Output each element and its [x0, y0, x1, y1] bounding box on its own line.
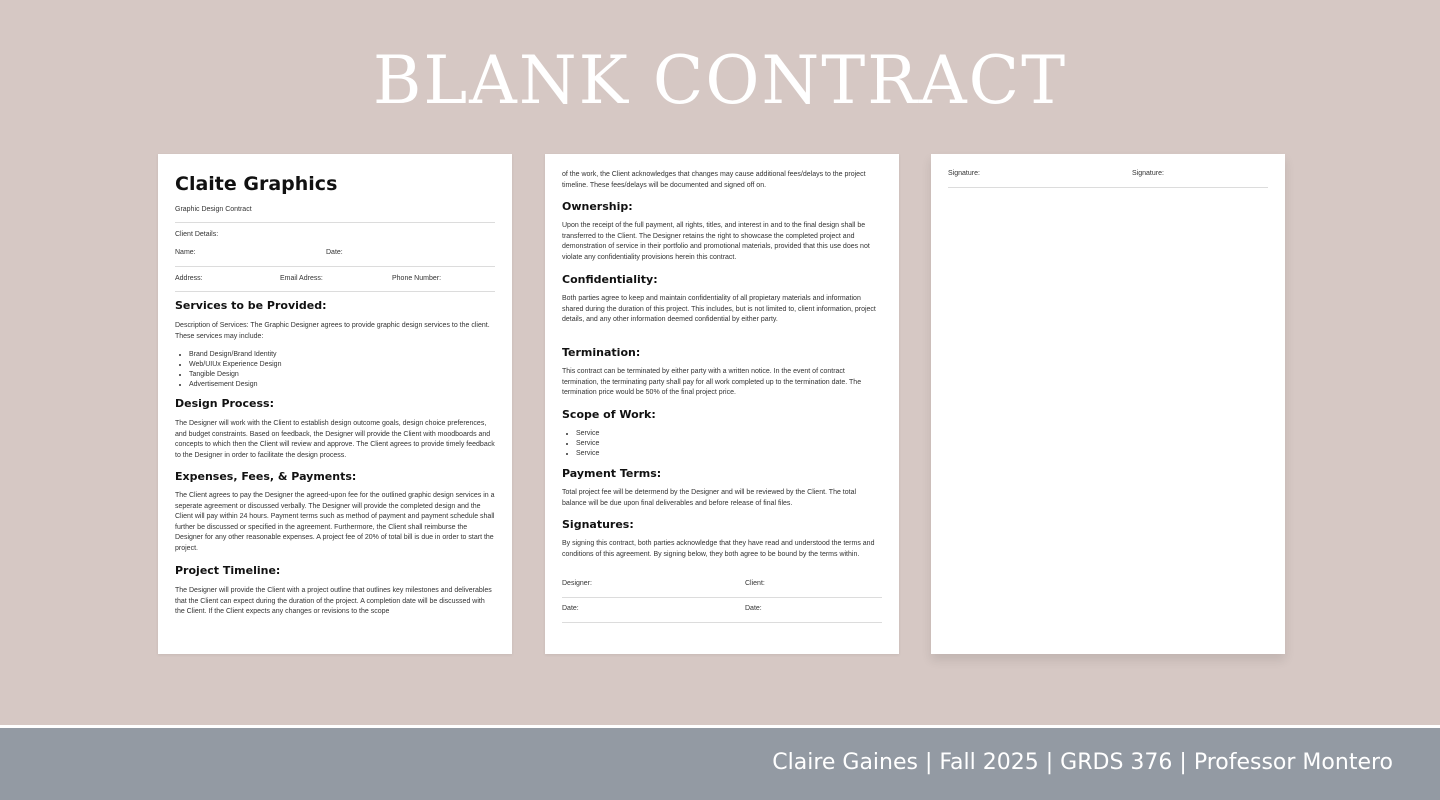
list-item: • Advertisement Design — [189, 380, 281, 390]
list-item: • Service — [576, 429, 599, 439]
contract-page-1 — [158, 154, 512, 654]
section-paragraph: This contract can be terminated by either party with a written notice. In the event of contract termination, the terminating party shall pay for all work completed up to the termination date. The termination price would be 50% of the final project price. — [562, 368, 862, 397]
date-field-label: Date: — [745, 605, 762, 612]
company-name: Claite Graphics — [175, 173, 338, 195]
services-list — [175, 350, 281, 390]
address-field-label: Address: — [175, 275, 203, 282]
client-details-label: Client Details: — [175, 231, 219, 238]
section-heading: Design Process: — [175, 397, 274, 410]
divider — [948, 187, 1268, 188]
section-paragraph: Both parties agree to keep and maintain confidentiality of all propietary materials and information shared during the duration of this project. This includes, but is not limited to, client information, project details, and any other information deemed confidential by either party. — [562, 295, 876, 324]
section-heading: Scope of Work: — [562, 408, 656, 421]
divider — [562, 622, 882, 623]
list-item: • Service — [576, 449, 599, 459]
divider — [175, 266, 495, 267]
signature-field-label: Signature: — [948, 170, 980, 177]
section-heading: Payment Terms: — [562, 467, 662, 480]
section-paragraph: of the work, the Client acknowledges that changes may cause additional fees/delays to the project timeline. These fees/delays will be documented and signed off on. — [562, 171, 866, 189]
designer-field-label: Designer: — [562, 580, 592, 587]
footer-bar — [0, 728, 1440, 800]
contract-page-3 — [931, 154, 1285, 654]
scope-list — [562, 429, 599, 459]
section-heading: Termination: — [562, 346, 641, 359]
author-name: Claire Gaines — [772, 750, 918, 775]
client-field-label: Client: — [745, 580, 765, 587]
email-field-label: Email Adress: — [280, 275, 323, 282]
name-field-label: Name: — [175, 249, 196, 256]
course-code: GRDS 376 — [1060, 750, 1173, 775]
list-item: • Tangible Design — [189, 370, 281, 380]
list-item: • Brand Design/Brand Identity — [189, 350, 281, 360]
contract-subtitle: Graphic Design Contract — [175, 206, 252, 213]
section-paragraph: By signing this contract, both parties acknowledge that they have read and understood the terms and conditions of this agreement. By signing below, they both agree to be bound by the terms within. — [562, 540, 875, 558]
term: Fall 2025 — [939, 750, 1039, 775]
signature-field-label: Signature: — [1132, 170, 1164, 177]
section-paragraph: Description of Services: The Graphic Designer agrees to provide graphic design services to the client. These services may include: — [175, 322, 490, 340]
date-field-label: Date: — [326, 249, 343, 256]
date-field-label: Date: — [562, 605, 579, 612]
professor-name: Professor Montero — [1193, 750, 1393, 775]
list-item: • Service — [576, 439, 599, 449]
slide-title: BLANK CONTRACT — [372, 42, 1068, 119]
footer-credits — [772, 750, 1393, 775]
section-heading: Signatures: — [562, 518, 634, 531]
section-paragraph: Upon the receipt of the full payment, all rights, titles, and interest in and to the final design shall be transferred to the Client. The Designer retains the right to showcase the completed project and demonstration of service in their portfolio and promotional materials, provided that this use does not violate any confidentiality provisions herein this contract. — [562, 222, 870, 261]
section-heading: Services to be Provided: — [175, 299, 327, 312]
separator: | — [925, 750, 933, 775]
section-paragraph: Total project fee will be determend by the Designer and will be reviewed by the Client. The total balance will be due upon final deliverables and before release of final files. — [562, 489, 857, 507]
contract-page-2 — [545, 154, 899, 654]
section-heading: Ownership: — [562, 200, 633, 213]
separator: | — [1179, 750, 1187, 775]
section-heading: Expenses, Fees, & Payments: — [175, 470, 357, 483]
divider — [175, 222, 495, 223]
separator: | — [1045, 750, 1054, 775]
phone-field-label: Phone Number: — [392, 275, 442, 282]
section-paragraph: The Designer will provide the Client with a project outline that outlines key milestones and deliverables that the Client can expect during the duration of the project. A completion date will be discussed with the Client. If the Client expects any changes or revisions to the scope — [175, 587, 492, 616]
section-heading: Project Timeline: — [175, 564, 281, 577]
section-paragraph: The Client agrees to pay the Designer the agreed-upon fee for the outlined graphic design services in a seperate agreement or discussed verbally. The Designer will provide the completed design and the Client will pay within 24 hours. Payment terms such as method of payment and payment schedule shall further be discussed or specified in the agreement. Furthermore, the Client shall reimburse the Designer for any other reasonable expenses. A project fee of 20% of total bill is due in order to start the project. — [175, 492, 495, 552]
section-paragraph: The Designer will work with the Client to establish design outcome goals, design choice preferences, and budget constraints. Based on feedback, the Designer will provide the Client with moodboards and concepts to which then the Client will review and approve. The Client agrees to provide timely feedback to the Designer in order to facilitate the design process. — [175, 420, 495, 459]
section-heading: Confidentiality: — [562, 273, 658, 286]
divider — [175, 291, 495, 292]
divider — [562, 597, 882, 598]
list-item: • Web/UIUx Experience Design — [189, 360, 281, 370]
